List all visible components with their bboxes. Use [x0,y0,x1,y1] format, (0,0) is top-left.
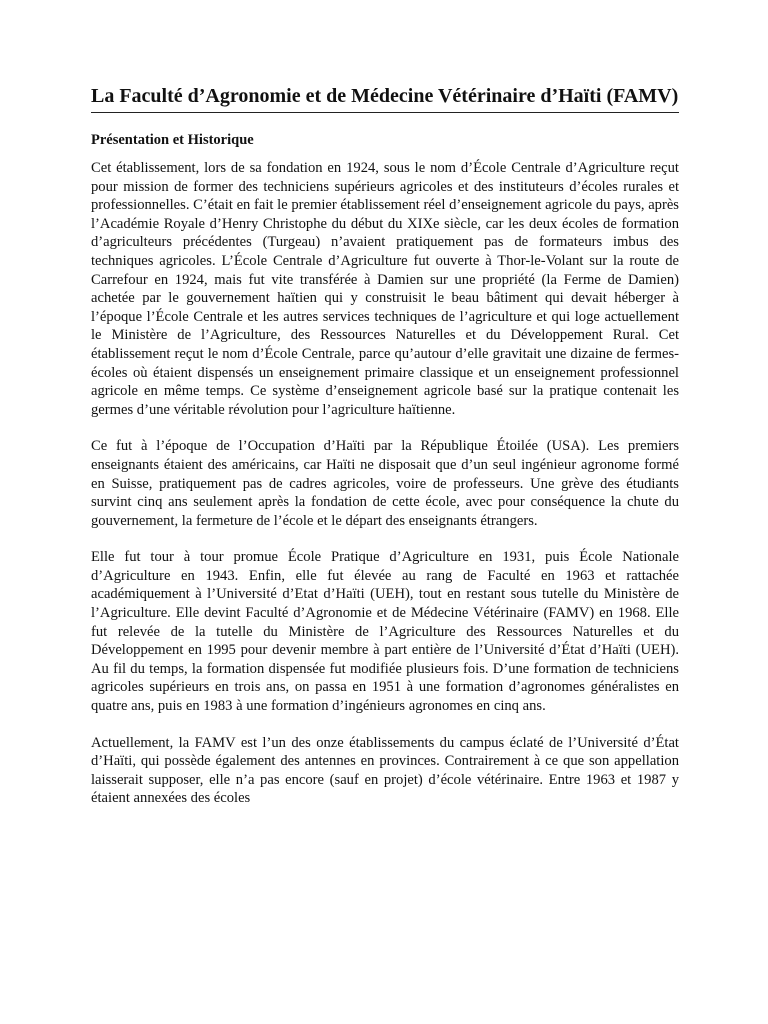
paragraph-3: Elle fut tour à tour promue École Pratique d’Agriculture en 1931, puis École Nationale d’Agriculture en 1943. Enfin, elle fut élevée au rang de Faculté en 1963 et rattachée académiquement à l’Université d’Etat d’Haïti (UEH), tout en restant sous tutelle du Ministère de l’Agriculture. Elle devint Faculté d’Agronomie et de Médecine Vétérinaire (FAMV) en 1968. Elle fut relevée de la tutelle du Ministère de l’Agriculture des Ressources Naturelles et du Développement en 1995 pour devenir membre à part entière de l’Université d’État d’Haïti (UEH). Au fil du temps, la formation dispensée fut modifiée plusieurs fois. D’une formation de techniciens agricoles supérieurs en trois ans, on passa en 1951 à une formation d’agronomes généralistes en quatre ans, puis en 1983 à une formation d’ingénieurs agronomes en cinq ans. [91,549,679,715]
document-page [91,84,679,826]
paragraph-4: Actuellement, la FAMV est l’un des onze établissements du campus éclaté de l’Université d’État d’Haïti, qui possède également des antennes en provinces. Contrairement à ce que son appellation laisserait supposer, elle n’a pas encore (sauf en projet) d’école vétérinaire. Entre 1963 et 1987 y étaient annexées des écoles [91,734,679,807]
paragraph-1: Cet établissement, lors de sa fondation en 1924, sous le nom d’École Centrale d’Agriculture reçut pour mission de former des techniciens supérieurs agricoles et des instituteurs d’écoles rurales et professionnelles. C’était en fait le premier établissement réel d’enseignement agricole du pays, après l’Académie Royale d’Henry Christophe du début du XIXe siècle, car les deux écoles de formation d’agriculteurs précédentes (Turgeau) n’avaient pratiquement pas de formateurs imbus des techniques agricoles. L’École Centrale d’Agriculture fut ouverte à Thor-le-Volant sur la route de Carrefour en 1924, mais fut vite transférée à Damien sur une propriété (la Ferme de Damien) achetée par le gouvernement haïtien qui y construisit le beau bâtiment qui devait héberger à l’époque l’École Centrale et les autres services techniques de l’agriculture et qui loge actuellement le Ministère de l’Agriculture, des Ressources Naturelles et du Développement Rural. Cet établissement reçut le nom d’École Centrale, parce qu’autour d’elle gravitait une dizaine de fermes-écoles où étaient dispensés un enseignement primaire classique et un enseignement professionnel agricole en même temps. Ce système d’enseignement agricole basé sur la pratique contenait les germes d’une véritable révolution pour l’agriculture haïtienne. [91,160,679,418]
section-heading: Présentation et Historique [91,132,254,148]
paragraph-2: Ce fut à l’époque de l’Occupation d’Haïti par la République Étoilée (USA). Les premiers enseignants étaient des américains, car Haïti ne disposait que d’un seul ingénieur agronome formé en Suisse, pratiquement pas de cadres agricoles, voire de professeurs. Une grève des étudiants survint cinq ans seulement après la fondation de cette école, avec pour conséquence la chute du gouvernement, la fermeture de l’école et le départ des enseignants étrangers. [91,438,679,529]
page-title: La Faculté d’Agronomie et de Médecine Vétérinaire d’Haïti (FAMV) [91,84,679,113]
